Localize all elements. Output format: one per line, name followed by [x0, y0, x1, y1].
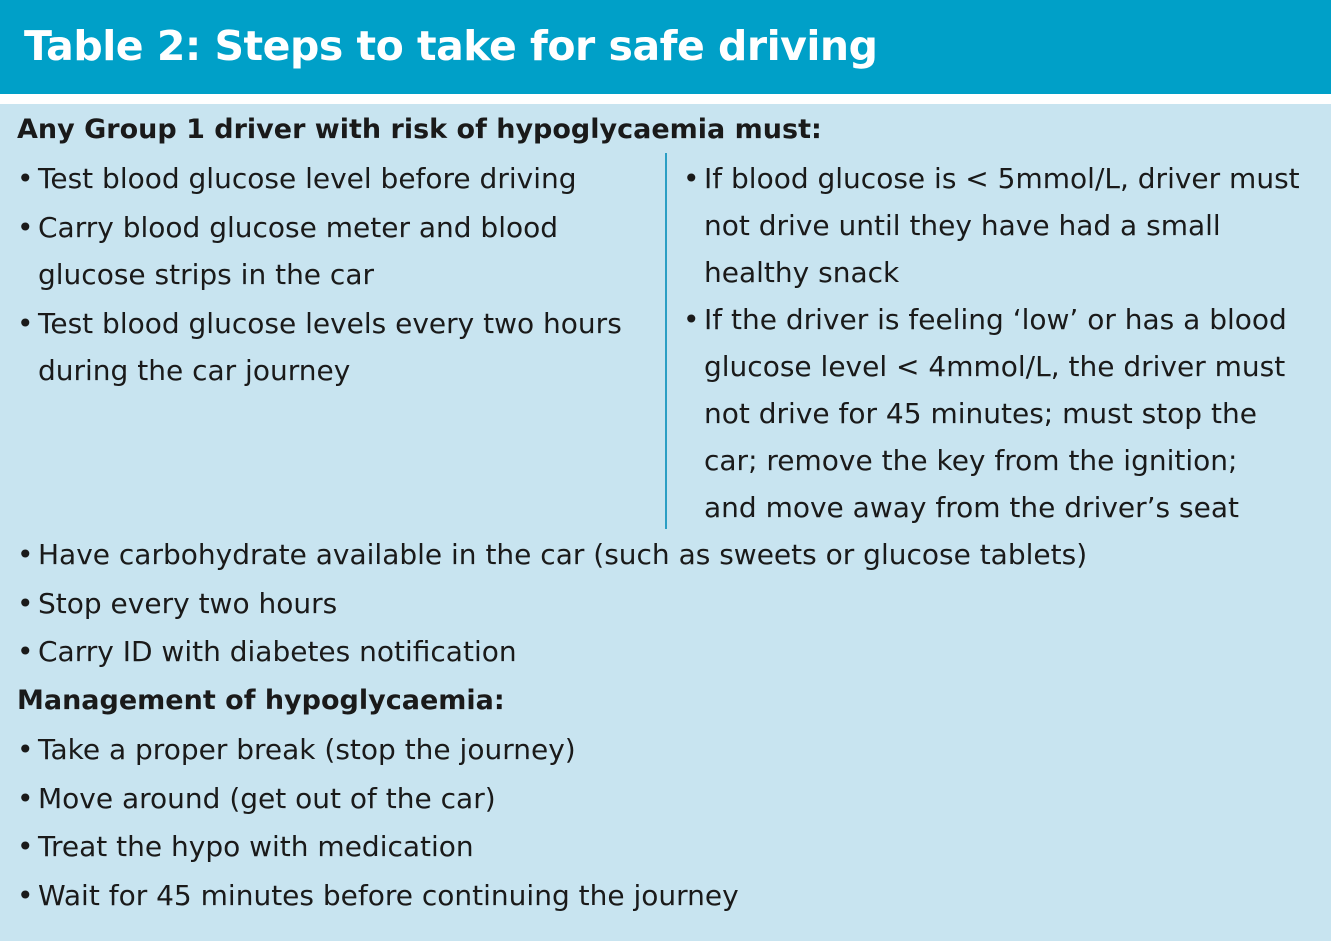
title-rule — [0, 94, 1331, 104]
list-item: • Stop every two hours — [17, 580, 1087, 629]
list-item: • Carry blood glucose meter and blood glucose strips in the car — [17, 204, 622, 298]
section1-heading: Any Group 1 driver with risk of hypoglycaemia must: — [17, 114, 822, 145]
section2-heading: Management of hypoglycaemia: — [17, 685, 505, 716]
right-column-list — [683, 155, 1300, 531]
column-divider — [665, 153, 667, 529]
list-item: • Take a proper break (stop the journey) — [17, 726, 739, 775]
table-title: Table 2: Steps to take for safe driving — [24, 22, 878, 70]
list-item: • Move around (get out of the car) — [17, 775, 739, 824]
list-item: • Test blood glucose levels every two hours during the car journey — [17, 300, 622, 394]
list-item: • Treat the hypo with medication — [17, 823, 739, 872]
title-bar — [0, 0, 1331, 94]
list-item: • Test blood glucose level before driving — [17, 155, 622, 202]
left-column-list — [17, 155, 622, 394]
list-item: • If the driver is feeling ‘low’ or has a blood glucose level < 4mmol/L, the driver must not drive for 45 minutes; must stop the car; remove the key from the ignition; and move away from the driver’s seat — [683, 296, 1300, 531]
list-item: • Carry ID with diabetes notification — [17, 628, 1087, 677]
list-item: • If blood glucose is < 5mmol/L, driver must not drive until they have had a small healthy snack — [683, 155, 1300, 296]
management-list — [17, 726, 739, 920]
full-width-list — [17, 531, 1087, 677]
list-item: • Have carbohydrate available in the car (such as sweets or glucose tablets) — [17, 531, 1087, 580]
list-item: • Wait for 45 minutes before continuing the journey — [17, 872, 739, 921]
